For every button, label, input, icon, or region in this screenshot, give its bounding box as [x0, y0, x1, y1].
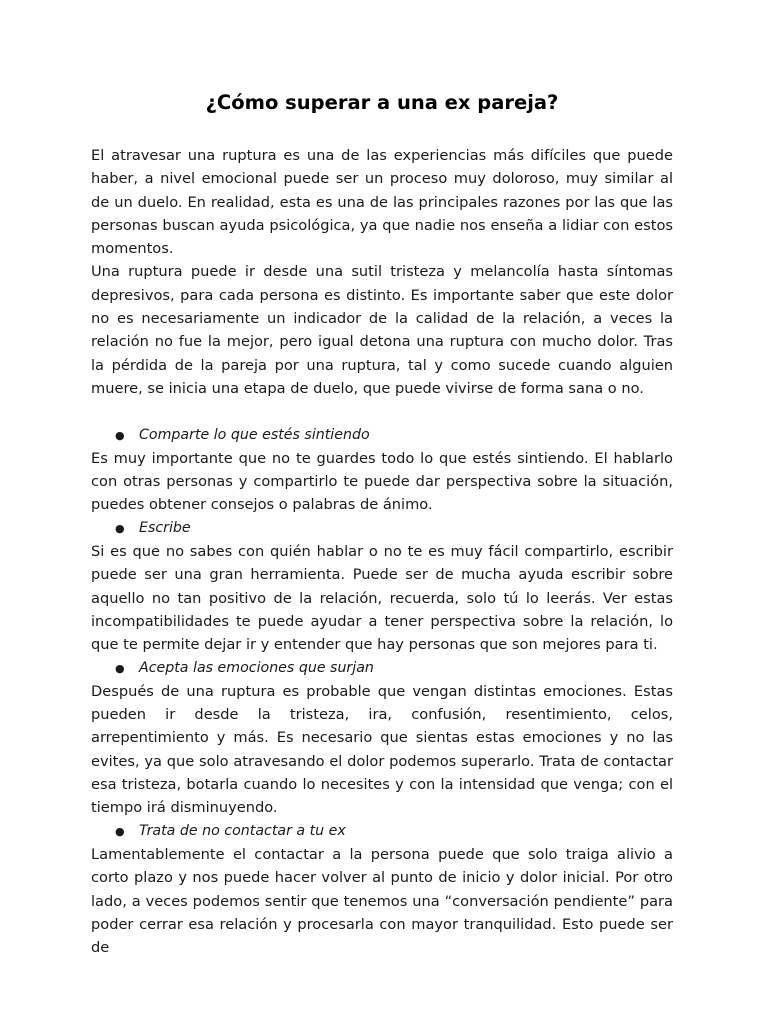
- tip-heading: [91, 517, 673, 540]
- tip-heading-text: Comparte lo que estés sintiendo: [139, 426, 370, 443]
- tip-section: [91, 424, 673, 517]
- tip-heading: [91, 657, 673, 680]
- bullet-icon: ●: [115, 521, 125, 535]
- tip-section: [91, 820, 673, 960]
- bullet-icon: ●: [115, 661, 125, 675]
- intro-section: [91, 144, 673, 400]
- document-page: [91, 0, 673, 959]
- tip-body: Si es que no sabes con quién hablar o no te es muy fácil compartirlo, escribir puede ser una gran herramienta. Puede ser de mucha ayuda escribir sobre aquello no tan positivo de la relación, recuerda, solo tú lo leerás. Ver estas incompatibilidades te puede ayudar a tener perspectiva sobre la relación, lo que te permite dejar ir y entender que hay personas que son mejores para ti.: [91, 543, 673, 654]
- tip-body: Lamentablemente el contactar a la persona puede que solo traiga alivio a corto plazo y nos puede hacer volver al punto de inicio y dolor inicial. Por otro lado, a veces podemos sentir que tenemos una “conversación pendiente” para poder cerrar esa relación y procesarla con mayor tranquilidad. Esto puede ser de: [91, 845, 673, 957]
- tip-heading-text: Escribe: [139, 519, 191, 536]
- tip-section: [91, 517, 673, 657]
- tips-list: [91, 424, 673, 960]
- tip-heading: [91, 424, 673, 447]
- intro-paragraph: El atravesar una ruptura es una de las experiencias más difíciles que puede haber, a nivel emocional puede ser un proceso muy doloroso, muy similar al de un duelo. En realidad, esta es una de las principales razones por las que las personas buscan ayuda psicológica, ya que nadie nos enseña a lidiar con estos momentos.: [91, 147, 673, 258]
- document-title: ¿Cómo superar a una ex pareja?: [205, 91, 559, 114]
- tip-heading-text: Trata de no contactar a tu ex: [139, 822, 346, 839]
- bullet-icon: ●: [115, 824, 125, 838]
- tip-body: Es muy importante que no te guardes todo lo que estés sintiendo. El hablarlo con otras personas y compartirlo te puede dar perspectiva sobre la situación, puedes obtener consejos o palabras de ánimo.: [91, 449, 673, 514]
- blank-line: [91, 400, 673, 423]
- tip-heading: [91, 820, 673, 843]
- tip-heading-text: Acepta las emociones que surjan: [139, 659, 374, 676]
- tip-section: [91, 657, 673, 820]
- tip-body: Después de una ruptura es probable que vengan distintas emociones. Estas pueden ir desde la tristeza, ira, confusión, resentimiento, celos, arrepentimiento y más. Es necesario que sientas estas emociones y no las evites, ya que solo atravesando el dolor podemos superarlo. Trata de contactar esa tristeza, botarla cuando lo necesites y con la intensidad que venga; con el tiempo irá disminuyendo.: [91, 682, 673, 817]
- intro-paragraph: Una ruptura puede ir desde una sutil tristeza y melancolía hasta síntomas depresivos, para cada persona es distinto. Es importante saber que este dolor no es necesariamente un indicador de la calidad de la relación, a veces la relación no fue la mejor, pero igual detona una ruptura con mucho dolor. Tras la pérdida de la pareja por una ruptura, tal y como sucede cuando alguien muere, se inicia una etapa de duelo, que puede vivirse de forma sana o no.: [91, 263, 673, 397]
- bullet-icon: ●: [115, 428, 125, 442]
